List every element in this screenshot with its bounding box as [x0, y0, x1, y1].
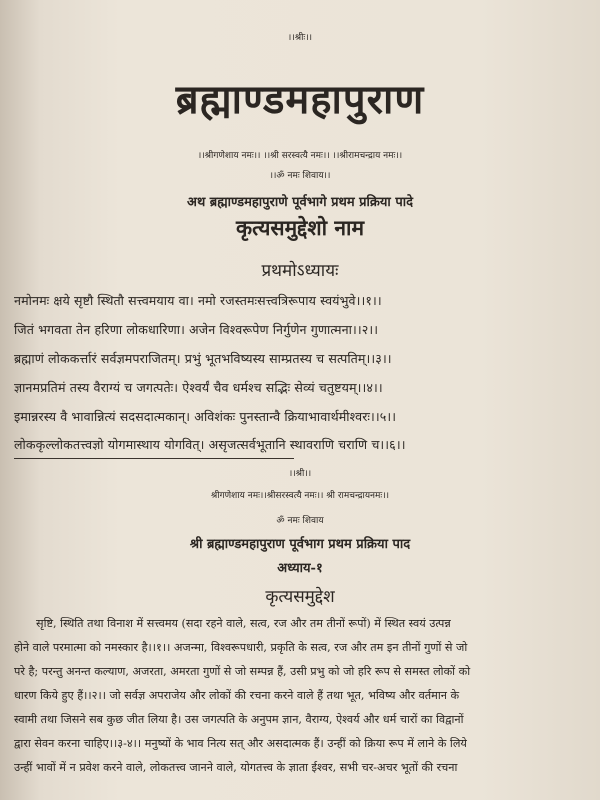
om-line: ।।ॐ नमः शिवाय।।: [269, 171, 331, 181]
page-title: ब्रह्माण्डमहापुराण: [175, 76, 425, 123]
chapter-number: प्रथमोऽध्यायः: [261, 261, 339, 281]
verse-3: ब्रह्माणं लोककर्त्तारं सर्वज्ञमपराजितम्। प्रभुं भूतभविष्यस्य साम्प्रतस्य च सत्पतिम्।।३।।: [14, 351, 392, 366]
verse-5: इमान्नरस्य वै भावान्नित्यं सदसदात्मकान्। अविशंकः पुनस्तान्वै क्रियाभावार्थमीश्वरः।।५।।: [14, 409, 397, 424]
verse-2: जितं भगवता तेन हरिणा लोकधारिणा। अजेन विश्वरूपेण निर्गुणेन गुणात्मना।।२।।: [14, 322, 379, 337]
hindi-om: ॐ नमः शिवाय: [276, 516, 324, 526]
invocations: ।।श्रीगणेशाय नमः।। ।।श्री सरस्वत्यै नमः।। ।।श्रीरामचन्द्राय नमः।।: [197, 151, 403, 161]
hindi-invocations: श्रीगणेशाय नमः।।श्रीसरस्वत्यै नमः।। श्री रामचन्द्रायनमः।।: [210, 491, 390, 501]
shri-top: ।।श्रीः।।: [287, 33, 313, 43]
hindi-line-4: धारण किये हुए हैं।।२।। जो सर्वज्ञ अपराजेय और लोकों की रचना करने वाले हैं तथा भूत, भविष्य और वर्तमान के: [14, 689, 460, 702]
hindi-line-5: स्वामी तथा जिसने सब कुछ जीत लिया है। उस जगत्पति के अनुपम ज्ञान, वैराग्य, ऐश्वर्य और धर्म चारों का विद्वानों: [14, 713, 464, 726]
hindi-line-7: उन्हीं भावों में न प्रवेश करने वाले, लोकतत्त्व जानने वाले, योगतत्त्व के ज्ञाता ईश्वर, सभी चर-अचर भूतों की रचना: [14, 761, 458, 774]
hindi-ath: श्री ब्रह्माण्डमहापुराण पूर्वभाग प्रथम प्रक्रिया पाद: [189, 537, 411, 552]
verse-4: ज्ञानमप्रतिमं तस्य वैराग्यं च जगत्पतेः। ऐश्वर्यं चैव धर्मश्च सद्भिः सेव्यं चतुष्टयम्।।४।।: [14, 380, 383, 395]
hindi-chapter-title: कृत्यसमुद्देश: [265, 587, 335, 607]
hindi-adhyaya: अध्याय-१: [277, 561, 323, 576]
verse-6: लोककृल्लोकतत्त्वज्ञो योगमास्थाय योगवित्। असृजत्सर्वभूतानि स्थावराणि चराणि च।।६।।: [14, 437, 406, 452]
chapter-title: कृत्यसमुद्देशो नाम: [236, 215, 364, 240]
verse-1: नमोनमः क्षये सृष्टौ स्थितौ सत्त्वमयाय वा। नमो रजस्तमःसत्त्वत्रिरूपाय स्वयंभुवे।।१।।: [14, 293, 382, 308]
ath-line: अथ ब्रह्माण्डमहापुराणे पूर्वभागे प्रथम प्रक्रिया पादे: [187, 195, 413, 210]
hindi-line-3: परे है; परन्तु अनन्त कल्याण, अजरता, अमरता गुणों से जो सम्पन्न हैं, उसी प्रभु को जो हरि रूप से समस्त लोकों को: [14, 665, 471, 678]
divider-rule: [14, 458, 294, 459]
hindi-line-1: सृष्टि, स्थिति तथा विनाश में सत्त्वमय (सदा रहने वाले, सत्व, रज और तम तीनों रूपों) में स्थित स्वयं उत्पन्न: [36, 617, 451, 630]
hindi-line-2: होने वाले परमात्मा को नमस्कार है।।१।। अजन्मा, विश्वरूपधारी, प्रकृति के सत्व, रज और तम इन तीनों गुणों से जो: [14, 641, 468, 654]
hindi-line-6: द्वारा सेवन करना चाहिए।।३-४।। मनुष्यों के भाव नित्य सत् और असदात्मक हैं। उन्हीं को क्रिया रूप में लाने के लिये: [14, 737, 467, 750]
hindi-shri: ।।श्री।।: [288, 469, 312, 479]
